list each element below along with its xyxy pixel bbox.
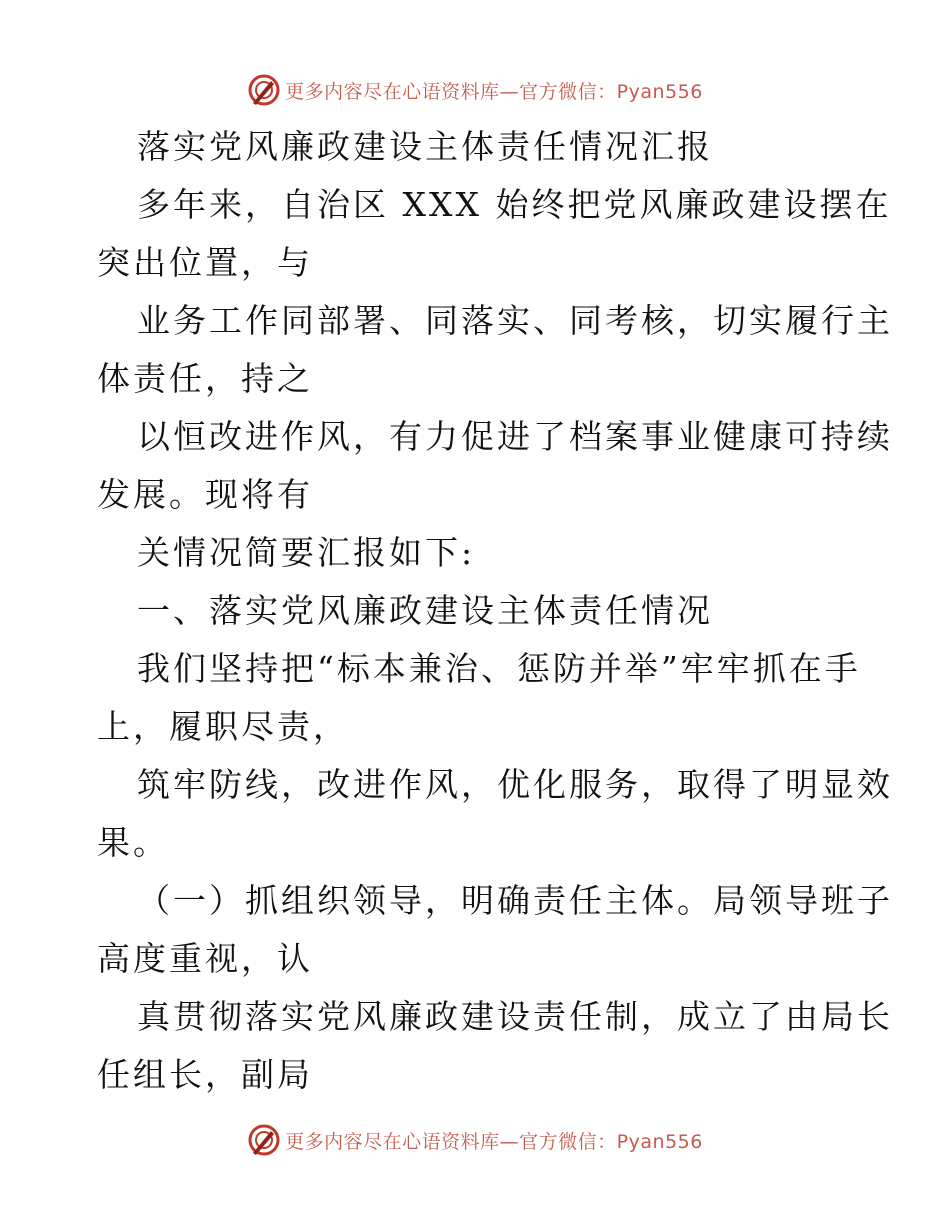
paragraph-line: 关情况简要汇报如下: [137,533,476,572]
paragraph-line: 任组长，副局 [97,1055,313,1094]
paragraph-line: 业务工作同部署、同落实、同考核，切实履行主 [137,301,893,340]
paragraph-line: 多年来，自治区 XXX 始终把党风廉政建设摆在 [137,185,892,224]
paragraph-line: 发展。现将有 [97,475,313,514]
paragraph-line: 果。 [97,823,169,862]
document-title: 落实党风廉政建设主体责任情况汇报 [137,127,713,166]
paragraph-line: 高度重视，认 [97,939,313,978]
paragraph-line: 体责任，持之 [97,359,313,398]
document-body [97,118,893,1104]
footer-banner-text: 更多内容尽在心语资料库—官方微信：Pyan556 [285,1130,703,1153]
footer-watermark-banner [0,1120,950,1160]
paragraph-line: 筑牢防线，改进作风，优化服务，取得了明显效 [137,765,893,804]
pen-logo-icon [247,73,281,107]
paragraph-line: 以恒改进作风，有力促进了档案事业健康可持续 [137,417,893,456]
pen-logo-icon [247,1123,281,1157]
header-watermark-banner [0,70,950,110]
paragraph-line: 突出位置，与 [97,243,313,282]
subsection-line: （一）抓组织领导，明确责任主体。局领导班子 [137,881,893,920]
paragraph-line: 我们坚持把“标本兼治、惩防并举”牢牢抓在手 [137,649,861,688]
header-banner-text: 更多内容尽在心语资料库—官方微信：Pyan556 [285,80,703,103]
paragraph-line: 真贯彻落实党风廉政建设责任制，成立了由局长 [137,997,893,1036]
paragraph-line: 上，履职尽责， [97,707,349,746]
section-heading: 一、落实党风廉政建设主体责任情况 [137,591,713,630]
